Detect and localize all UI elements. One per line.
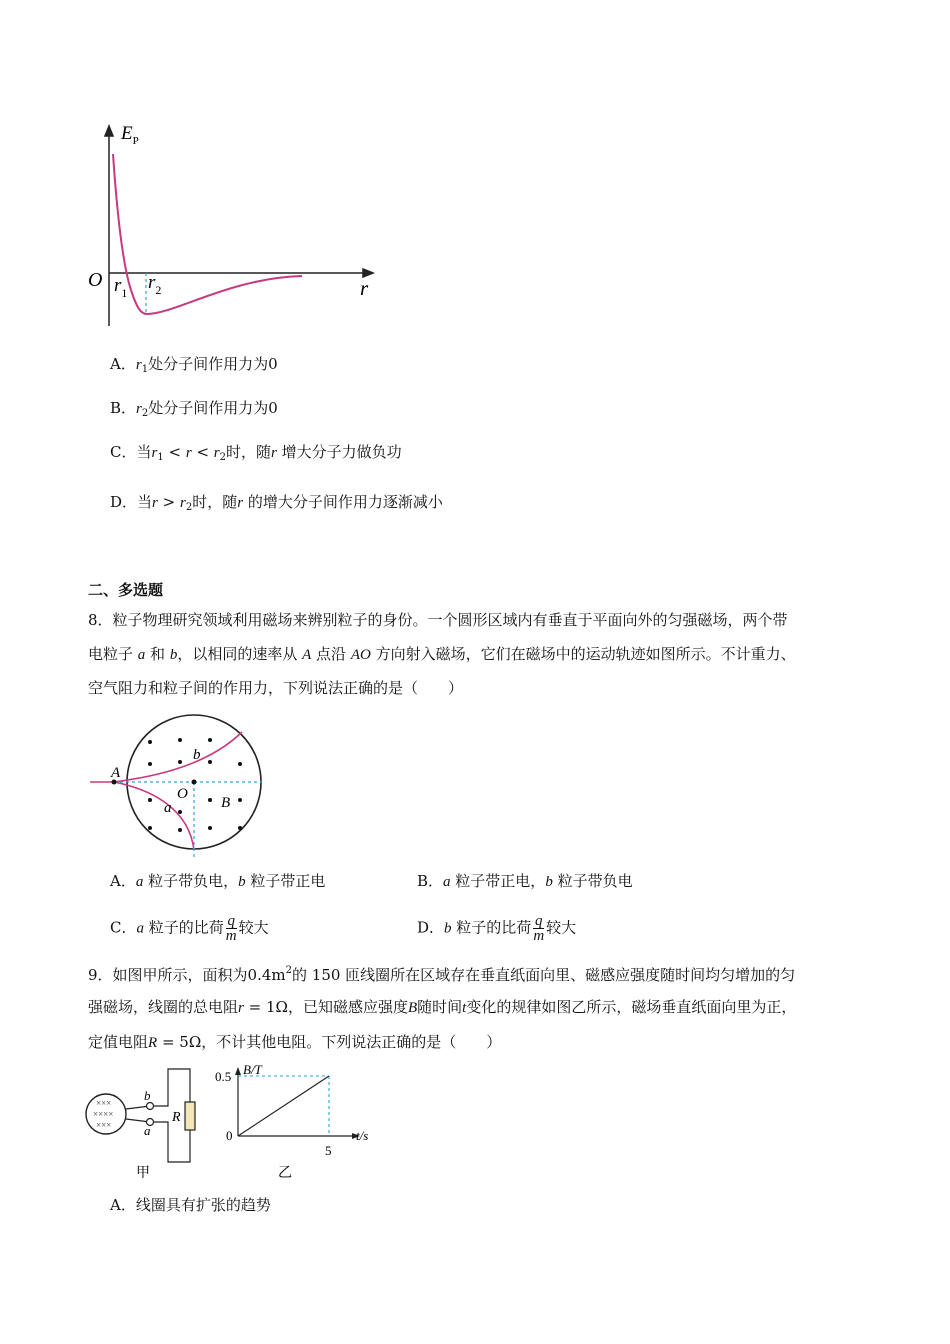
q7-option-c: C．当$r_1 < r < r_2$时，随r 增大分子力做负功 bbox=[110, 443, 402, 463]
caption-jia: 甲 bbox=[136, 1166, 150, 1181]
t-tick-label: 5 bbox=[325, 1143, 332, 1158]
point-o-dot bbox=[192, 780, 197, 785]
t-axis-label: t/s bbox=[356, 1128, 369, 1143]
q8-stem-line2: 电粒子 a 和 b，以相同的速率从 A 点沿 AO 方向射入磁场，它们在磁场中的运动轨迹如图所示。不计重力、 bbox=[88, 645, 796, 663]
ep-axis-arrow bbox=[105, 126, 113, 136]
b-tick-label: 0.5 bbox=[215, 1069, 232, 1084]
q7-option-a: A．$r_1$处分子间作用力为0 bbox=[110, 355, 278, 375]
resistor-R bbox=[185, 1102, 195, 1130]
q8-stem-line3: 空气阻力和粒子间的作用力，下列说法正确的是（ ） bbox=[88, 679, 464, 697]
label-R: R bbox=[172, 1110, 181, 1125]
svg-text:×××: ××× bbox=[96, 1120, 112, 1130]
label-O: O bbox=[177, 786, 188, 802]
q9-stem-line1: 9．如图甲所示，面积为$0.4m^2$的 150 匝线圈所在区域存在垂直纸面向里、磁感应强度随时间均匀增加的匀 bbox=[88, 965, 796, 984]
wire-top bbox=[153, 1069, 190, 1106]
q8-option-b: B．a 粒子带正电，b 粒子带负电 bbox=[417, 872, 633, 890]
charge-mass-ratio: $\frac{q}{m}$ bbox=[533, 913, 545, 944]
caption-yi: 乙 bbox=[278, 1166, 292, 1181]
b-axis-label: B/T bbox=[243, 1064, 262, 1077]
r-axis-label: r bbox=[360, 276, 369, 300]
q8-option-d: D．b 粒子的比荷 $\frac{q}{m}$ 较大 bbox=[417, 913, 577, 944]
r2-label: $r_2$ bbox=[148, 272, 162, 297]
origin-label: O bbox=[88, 269, 103, 291]
magnetic-field-circle-figure bbox=[84, 714, 284, 864]
trajectory-b bbox=[114, 732, 242, 782]
r1-label: $r_1$ bbox=[114, 275, 128, 300]
q7-option-d: D．当$r > r_2$时，随r 的增大分子间作用力逐渐减小 bbox=[110, 493, 443, 513]
q7-option-b: B．$r_2$处分子间作用力为0 bbox=[110, 399, 278, 419]
label-B: B bbox=[221, 795, 231, 811]
q9-stem-line3: 定值电阻R = 5Ω，不计其他电阻。下列说法正确的是（ ） bbox=[88, 1033, 502, 1051]
section-title: 二、多选题 bbox=[88, 581, 164, 599]
label-a-terminal: a bbox=[144, 1123, 151, 1138]
b-axis-arrow bbox=[235, 1067, 241, 1075]
ep-label: $E_P$ bbox=[121, 123, 139, 147]
q9-option-a: A．线圈具有扩张的趋势 bbox=[110, 1196, 271, 1214]
field-crosses bbox=[93, 1098, 113, 1130]
charge-mass-ratio: $\frac{q}{m}$ bbox=[225, 913, 237, 944]
b-t-graph bbox=[214, 1064, 384, 1184]
ep-curve bbox=[113, 154, 302, 314]
svg-text:××××: ×××× bbox=[93, 1109, 114, 1119]
terminal-b bbox=[147, 1103, 154, 1110]
label-b-terminal: b bbox=[144, 1088, 151, 1103]
q8-stem-line1: 8．粒子物理研究领域利用磁场来辨别粒子的身份。一个圆形区域内有垂直于平面向外的匀强磁场，两个带 bbox=[88, 611, 788, 629]
b-t-line bbox=[238, 1076, 329, 1136]
label-A: A bbox=[111, 765, 121, 781]
q9-stem-line2: 强磁场，线圈的总电阻r = 1Ω，已知磁感应强度B随时间t变化的规律如图乙所示，磁场垂直纸面向里为正， bbox=[88, 998, 797, 1016]
label-a: a bbox=[164, 800, 172, 816]
label-b: b bbox=[193, 747, 201, 763]
coil-circuit-figure bbox=[84, 1064, 214, 1184]
origin-label-yi: 0 bbox=[226, 1128, 233, 1143]
q8-option-c: C．a 粒子的比荷 $\frac{q}{m}$ 较大 bbox=[110, 913, 269, 944]
svg-text:×××: ××× bbox=[96, 1098, 112, 1108]
potential-energy-graph bbox=[80, 118, 390, 338]
q8-option-a: A．a 粒子带负电，b 粒子带正电 bbox=[110, 872, 326, 890]
